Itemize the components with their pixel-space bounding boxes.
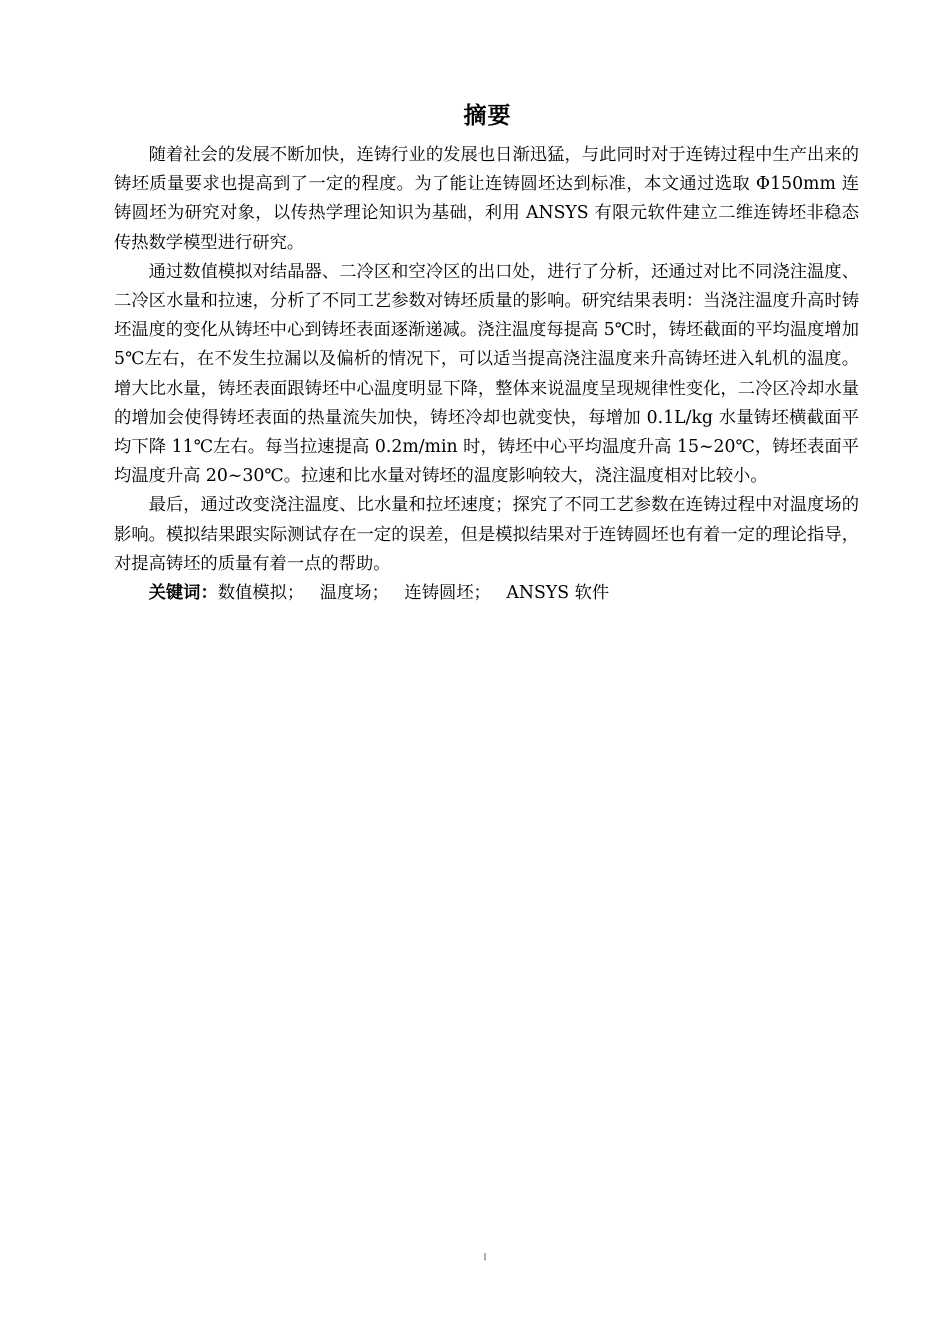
keyword-item: 连铸圆坯；	[404, 583, 491, 604]
keywords-line	[114, 579, 859, 608]
abstract-title: 摘要	[463, 103, 512, 129]
page-number: I	[483, 1252, 487, 1262]
abstract-body	[114, 141, 859, 608]
abstract-paragraph-1: 随着社会的发展不断加快，连铸行业的发展也日渐迅猛，与此同时对于连铸过程中生产出来的铸坯质量要求也提高到了一定的程度。为了能让连铸圆坯达到标准，本文通过选取 Φ150mm 连铸圆坯为研究对象，以传热学理论知识为基础，利用 ANSYS 有限元软件建立二维连铸坯非稳态传热数学模型进行研究。	[114, 145, 859, 253]
keywords-label: 关键词：	[148, 583, 218, 604]
keyword-item: 温度场；	[319, 583, 389, 604]
abstract-paragraph-3: 最后，通过改变浇注温度、比水量和拉坯速度；探究了不同工艺参数在连铸过程中对温度场的影响。模拟结果跟实际测试存在一定的误差，但是模拟结果对于连铸圆坯也有着一定的理论指导，对提高铸坯的质量有着一点的帮助。	[114, 495, 859, 574]
keyword-item: 数值模拟；	[217, 583, 305, 604]
keyword-item: ANSYS 软件	[506, 583, 610, 604]
abstract-paragraph-2: 通过数值模拟对结晶器、二冷区和空冷区的出口处，进行了分析，还通过对比不同浇注温度、二冷区水量和拉速，分析了不同工艺参数对铸坯质量的影响。研究结果表明：当浇注温度升高时铸坯温度的变化从铸坯中心到铸坯表面逐渐递减。浇注温度每提高 5℃时，铸坯截面的平均温度增加 5℃左右，在不发生拉漏以及偏析的情况下，可以适当提高浇注温度来升高铸坯进入轧机的温度。增大比水量，铸坯表面跟铸坯中心温度明显下降，整体来说温度呈现规律性变化，二冷区冷却水量的增加会使得铸坯表面的热量流失加快，铸坯冷却也就变快，每增加 0.1L/kg 水量铸坯横截面平均下降 11℃左右。每当拉速提高 0.2m/min 时，铸坯中心平均温度升高 15~20℃，铸坯表面平均温度升高 20~30℃。拉速和比水量对铸坯的温度影响较大，浇注温度相对比较小。	[114, 261, 859, 487]
